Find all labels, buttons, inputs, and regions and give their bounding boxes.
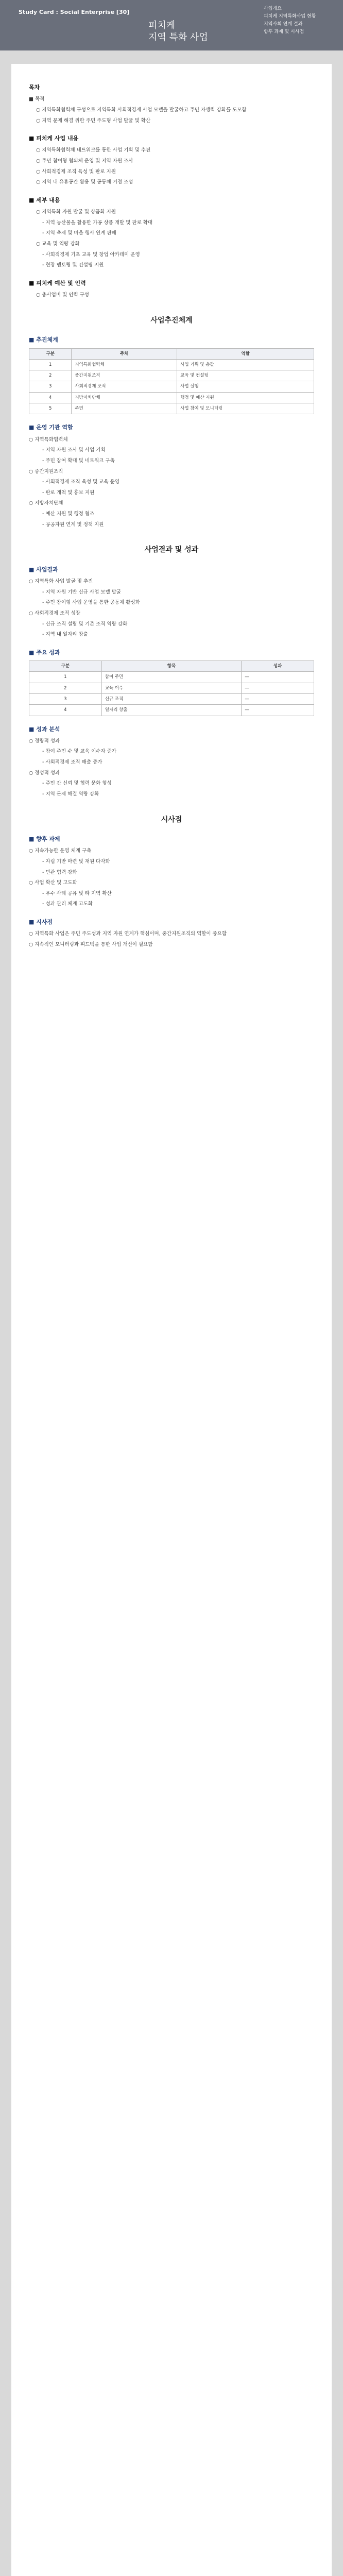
table-cell: 2 [29,683,102,693]
subsection-heading: ■ 향후 과제 [29,836,60,843]
table-cell: 신규 조직 [101,693,241,704]
table-row [29,705,314,716]
table-row [29,693,314,704]
paragraph: ○ 교육 및 역량 강화 [36,241,80,247]
table-header-cell: 항목 [101,661,241,672]
table-cell: — [242,672,314,683]
paragraph: - 지역 자원 기반 신규 사업 모델 발굴 [42,589,122,595]
study-card-brand: Study Card : Social Enterprise [30] [19,9,130,15]
table-header-row [29,348,314,359]
data-table [29,660,314,716]
table-cell: 참여 주민 [101,672,241,683]
paragraph: ○ 지역 문제 해결 위한 주민 주도형 사업 발굴 및 확산 [36,117,151,124]
subsection-heading: ■ 피치케 예산 및 인력 [29,279,86,286]
paragraph: ○ 지역특화 사업 발굴 및 추진 [29,579,93,584]
paragraph: - 민관 협력 강화 [42,869,77,875]
table-row [29,359,314,370]
subsection-heading: ■ 피치케 사업 내용 [29,135,79,142]
table-cell: 사업 실행 [177,381,314,392]
paragraph: - 지역 내 일자리 창출 [42,632,88,638]
title-line-1: 피치케 [148,20,176,31]
header-toc [264,5,316,36]
section-title: 시사점 [161,815,182,824]
table-cell: 교육 및 컨설팅 [177,370,314,381]
table-cell: 교육 이수 [101,683,241,693]
data-table [29,348,314,415]
table-row [29,672,314,683]
toc-item: 향후 과제 및 시사점 [264,29,304,35]
table-cell: 3 [29,693,102,704]
paragraph: ○ 지방자치단체 [29,500,63,506]
subsection-heading: 목차 [29,84,40,91]
table-header-cell: 성과 [242,661,314,672]
paragraph: - 주민 참여형 사업 운영을 통한 공동체 활성화 [42,600,140,606]
table-row [29,370,314,381]
paragraph: ○ 사회적경제 조직 육성 및 판로 지원 [36,168,116,175]
table-cell: — [242,683,314,693]
paragraph: - 지역 축제 및 마을 행사 연계 판매 [42,230,116,236]
paragraph: ○ 지역특화협력체 네트워크를 통한 사업 기획 및 추진 [36,147,151,154]
paragraph: - 신규 조직 설립 및 기존 조직 역량 강화 [42,621,128,627]
paragraph: - 성과 관리 체계 고도화 [42,901,93,907]
table-cell: 주민 [72,403,177,414]
table-cell: 일자리 창출 [101,705,241,716]
paragraph: ○ 지역 내 유휴공간 활용 및 공동체 거점 조성 [36,179,133,185]
table-cell: 1 [29,672,102,683]
subsection-heading: ■ 운영 기관 역할 [29,424,73,431]
subsection-heading: ■ 성과 분석 [29,725,60,733]
toc-item: 지역사회 연계 결과 [264,22,303,27]
paragraph: ○ 지역특화협력체 [29,436,68,443]
paragraph: - 주민 참여 확대 및 네트워크 구축 [42,457,115,464]
table-row [29,403,314,414]
paragraph: ○ 정성적 성과 [29,770,60,776]
document-body [11,64,332,2576]
paragraph: - 지역 농산물을 활용한 가공 상품 개발 및 판로 확대 [42,219,153,226]
subsection-heading: ■ 주요 성과 [29,649,60,656]
paragraph: ○ 지역특화협력체 구성으로 지역특화 사회적경제 사업 모델을 발굴하고 주민 자생력 강화를 도모함 [36,107,247,113]
table-header-cell: 구분 [29,348,72,359]
paragraph: - 지역 자원 조사 및 사업 기획 [42,447,106,453]
subsection-heading: ■ 세부 내용 [29,196,60,204]
table-header-cell: 주체 [72,348,177,359]
subsection-heading: ■ 추진체계 [29,336,58,344]
table-cell: 5 [29,403,72,414]
toc-item: 사업개요 [264,6,282,11]
table-cell: 행정 및 예산 지원 [177,392,314,403]
table-row [29,381,314,392]
table-cell: 지방자치단체 [72,392,177,403]
paragraph: - 자립 기반 마련 및 재원 다각화 [42,858,110,865]
table-cell: 3 [29,381,72,392]
paragraph: - 지역 문제 해결 역량 강화 [42,791,99,797]
paragraph: - 사회적경제 조직 육성 및 교육 운영 [42,479,120,485]
paragraph: - 참여 주민 수 및 교육 이수자 증가 [42,749,116,755]
table-cell: 지역특화협력체 [72,359,177,370]
paragraph: ○ 지역특화 사업은 주민 주도성과 지역 자원 연계가 핵심이며, 중간지원조직의 역할이 중요함 [29,931,227,937]
paragraph: ■ 목적 [29,96,45,103]
section-title: 사업추진체계 [150,316,193,325]
title-line-2: 지역 특화 사업 [148,32,208,43]
paragraph: ○ 주민 참여형 협의체 운영 및 지역 자원 조사 [36,158,133,164]
paragraph: ○ 사회적경제 조직 성장 [29,610,80,616]
table-cell: 사회적경제 조직 [72,381,177,392]
table-cell: 중간지원조직 [72,370,177,381]
paragraph: ○ 총사업비 및 인력 구성 [36,292,89,298]
toc-item: 피치케 지역특화사업 현황 [264,14,316,19]
table-row [29,683,314,693]
paragraph: - 예산 지원 및 행정 협조 [42,511,95,517]
paragraph: - 주민 간 신뢰 및 협력 문화 형성 [42,781,112,787]
table-cell: 4 [29,705,102,716]
paragraph: ○ 중간지원조직 [29,468,63,474]
table-cell: 2 [29,370,72,381]
paragraph: ○ 지속적인 모니터링과 피드백을 통한 사업 개선이 필요함 [29,941,153,947]
paragraph: ○ 지역특화 자원 발굴 및 상품화 지원 [36,209,116,215]
table-cell: — [242,705,314,716]
paragraph: - 우수 사례 공유 및 타 지역 확산 [42,890,112,896]
table-cell: — [242,693,314,704]
paragraph: - 사회적경제 기초 교육 및 창업 아카데미 운영 [42,251,140,258]
section-title: 사업결과 및 성과 [144,546,199,554]
table-header-cell: 구분 [29,661,102,672]
paragraph: - 판로 개척 및 홍보 지원 [42,489,95,496]
subsection-heading: ■ 시사점 [29,919,53,926]
table-cell: 사업 참여 및 모니터링 [177,403,314,414]
document-title [148,20,208,43]
table-row [29,392,314,403]
paragraph: ○ 정량적 성과 [29,738,60,744]
paragraph: - 현장 멘토링 및 컨설팅 지원 [42,262,104,268]
table-header-row [29,661,314,672]
table-cell: 사업 기획 및 총괄 [177,359,314,370]
paragraph: - 사회적경제 조직 매출 증가 [42,759,102,766]
subsection-heading: ■ 사업결과 [29,566,58,573]
table-header-cell: 역할 [177,348,314,359]
table-cell: 1 [29,359,72,370]
paragraph: - 공공자원 연계 및 정책 지원 [42,521,104,528]
paragraph: ○ 지속가능한 운영 체계 구축 [29,848,92,854]
table-cell: 4 [29,392,72,403]
page-header [0,0,343,50]
paragraph: ○ 사업 확산 및 고도화 [29,880,77,886]
